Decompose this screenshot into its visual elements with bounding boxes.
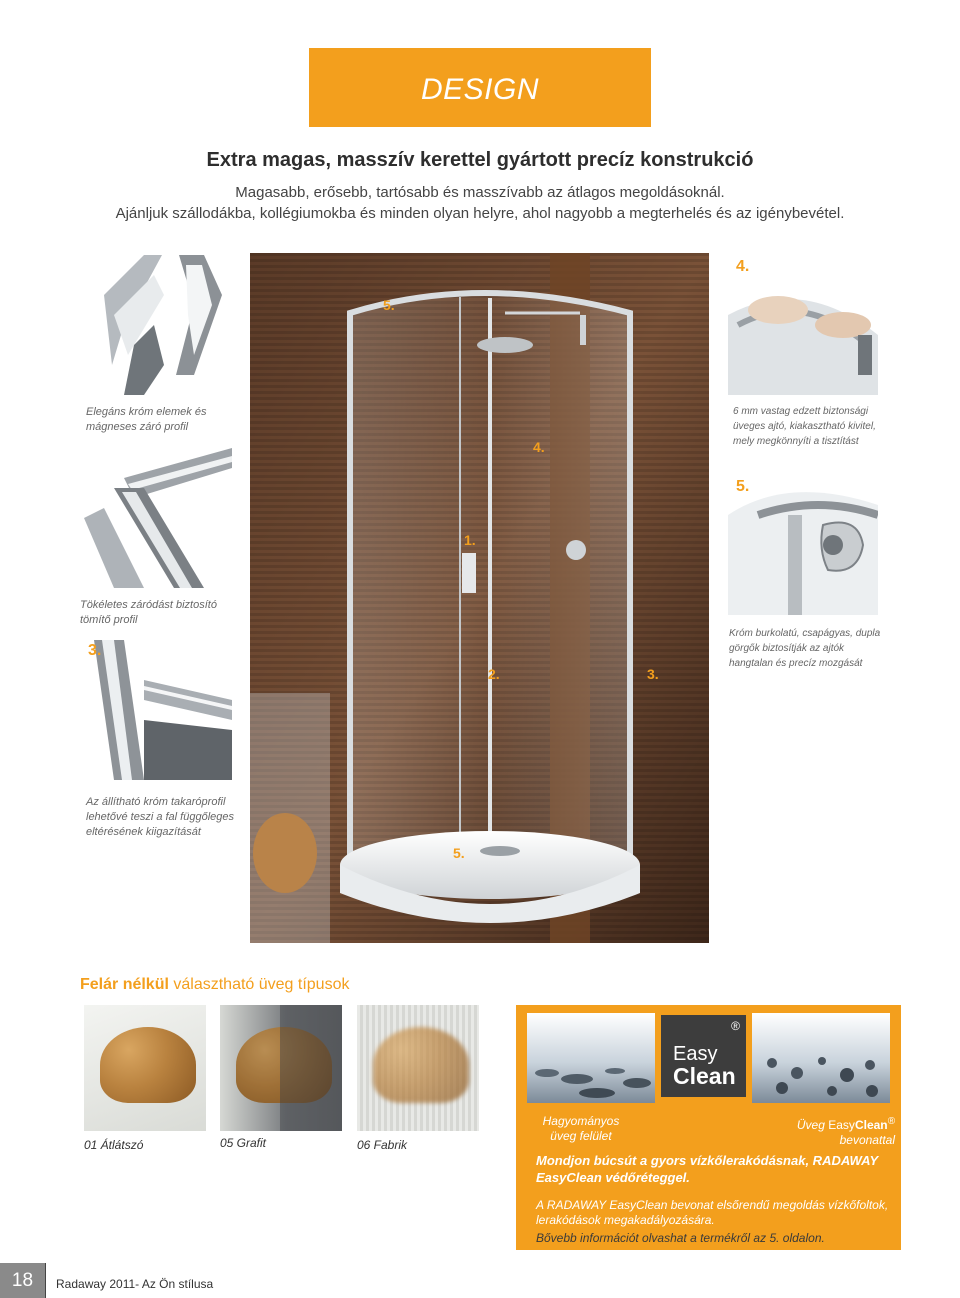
easyclean-glass-label (770, 1114, 895, 1148)
feature-1-caption: Elegáns króm elemek és mágneses záró profil (86, 406, 207, 433)
glass-sample-3 (357, 1005, 479, 1131)
glass-types-title-rest: választható üveg típusok (168, 976, 350, 993)
feature-2-caption: Tökéletes záródást biztosító tömítő profil (80, 599, 217, 626)
glass-types-title-bold: Felár nélkül (80, 976, 169, 993)
glass-sample-2 (220, 1005, 342, 1131)
glass-types-title (80, 976, 349, 994)
easyclean-label-suffix: bevonattal (839, 1133, 895, 1147)
easyclean-logo-line2: Clean (673, 1063, 736, 1089)
intro-line-1: Magasabb, erősebb, tartósabb és masszívabb az átlagos megoldásoknál. (235, 184, 725, 201)
feature-4-number: 4. (736, 258, 750, 275)
main-label-5-bottom: 5. (453, 845, 465, 861)
feature-5-caption: Króm burkolatú, csapágyas, dupla görgők biztosítják az ajtók hangtalan és precíz mozgását (729, 628, 881, 669)
easyclean-logo-line1: Easy (673, 1043, 718, 1065)
footer-text: Radaway 2011- Az Ön stílusa (56, 1277, 214, 1291)
main-label-4: 4. (533, 439, 545, 455)
traditional-glass-label: Hagyományos üveg felület (542, 1114, 620, 1143)
glass-option-1: 01 Átlátszó (84, 1138, 144, 1152)
feature-5-photo (728, 475, 878, 615)
main-label-2: 2. (488, 666, 500, 682)
feature-3-number: 3. (88, 642, 102, 659)
footer-divider (45, 1263, 46, 1298)
glass-sample-1 (84, 1005, 206, 1131)
glass-option-2: 05 Grafit (220, 1136, 267, 1150)
easyclean-more-info: Bővebb információt olvashat a termékről az 5. oldalon. (536, 1231, 825, 1245)
intro-line-2: Ajánljuk szállodákba, kollégiumokba és minden olyan helyre, ahol nagyobb a megterhelés és az igénybevétel. (115, 205, 845, 222)
easyclean-body: A RADAWAY EasyClean bevonat elsőrendű megoldás vízkőfoltok, lerakódások megakadályozására. (536, 1198, 889, 1227)
page-number: 18 (0, 1263, 45, 1298)
feature-3-caption: Az állítható króm takaróprofil lehetővé teszi a fal függőleges eltérésének kiigazítását (86, 796, 234, 838)
easyclean-label-easy: Easy (828, 1118, 855, 1132)
feature-4-photo (728, 255, 878, 395)
traditional-glass-photo (527, 1013, 655, 1103)
feature-5-number: 5. (736, 478, 750, 495)
feature-4-caption: 6 mm vastag edzett biztonsági üveges ajtó, kiakasztható kivitel, mely megkönnyíti a tisztítást (733, 406, 876, 447)
easyclean-label-reg: ® (887, 1116, 895, 1127)
easyclean-glass-photo (752, 1013, 890, 1103)
feature-3-photo (84, 640, 232, 780)
main-label-5-top: 5. (383, 297, 395, 313)
feature-1-photo (84, 255, 232, 395)
easyclean-headline: Mondjon búcsút a gyors vízkőlerakódásnak, RADAWAY EasyClean védőréteggel. (536, 1153, 878, 1185)
main-shower-photo (250, 253, 709, 943)
easyclean-logo-reg: ® (731, 1019, 740, 1033)
feature-2-photo (84, 448, 232, 588)
easyclean-logo (661, 1015, 746, 1097)
main-label-3: 3. (647, 666, 659, 682)
easyclean-label-prefix: Üveg (796, 1118, 829, 1132)
main-label-1: 1. (464, 532, 476, 548)
easyclean-label-clean: Clean (854, 1118, 888, 1132)
page-title: Extra magas, masszív kerettel gyártott precíz konstrukció (206, 149, 754, 171)
section-label: DESIGN (420, 73, 540, 106)
glass-option-3: 06 Fabrik (357, 1138, 408, 1152)
section-header (309, 48, 651, 127)
